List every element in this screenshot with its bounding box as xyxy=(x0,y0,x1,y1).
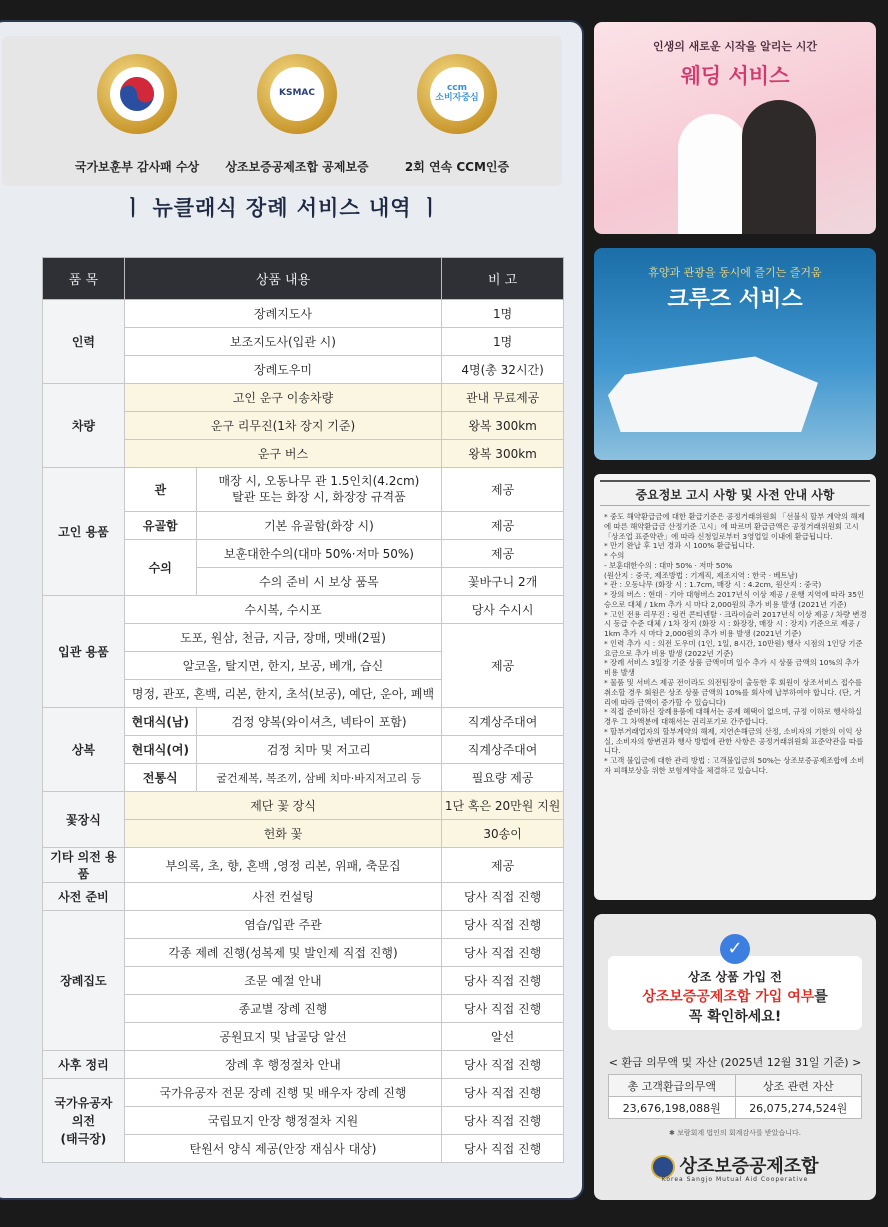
notice-item: * 만기 완납 후 1년 경과 시 100% 환급됩니다. xyxy=(604,541,755,551)
cooperative-name: 상조보증공제조합 xyxy=(679,1156,819,1177)
notice-item: * 수의 xyxy=(604,551,625,561)
notice-item: * 장의 버스 : 현대 · 기아 대형버스 2017년식 이상 제공 / 운행 지역에 따라 35인승으로 대체 / 1km 추가 시 마다 2,000원의 추가 비용 발생 (2021년 기준) xyxy=(604,590,865,609)
note-cell: 1명 xyxy=(442,328,564,356)
content-cell: 굴건제복, 복조끼, 삼베 치마·바지저고리 등 xyxy=(196,764,441,792)
taegeuk-emblem-icon xyxy=(110,67,164,121)
category-cell: 입관 용품 xyxy=(43,596,125,708)
service-panel xyxy=(0,20,584,1200)
content-cell: 매장 시, 오동나무 관 1.5인치(4.2cm) 탈관 또는 화장 시, 화장장 규격품 xyxy=(196,468,441,512)
cooperative-check-box xyxy=(594,914,876,1200)
badge-caption: 2회 연속 CCM인증 xyxy=(404,160,510,174)
notice-item: (원산지 : 중국, 제조방법 : 기계직, 제조지역 : 한국 · 베트남) xyxy=(604,570,798,580)
banner-title: 웨딩 서비스 xyxy=(680,64,790,88)
content-cell: 검정 양복(와이셔츠, 넥타이 포함) xyxy=(196,708,441,736)
confirm-suffix: 를 xyxy=(814,989,828,1005)
assets-table xyxy=(608,1074,862,1119)
category-cell: 사전 준비 xyxy=(43,883,125,911)
notice-item: * 관 : 오동나무 (화장 시 : 1.7cm, 매장 시 : 4.2cm, 원산지 : 중국) xyxy=(604,580,822,590)
note-cell: 당사 직접 진행 xyxy=(442,911,564,939)
assets-header: 상조 관련 자산 xyxy=(735,1075,862,1097)
audit-note: ✱ 보람회계 법인의 회계감사를 받았습니다. xyxy=(669,1129,801,1137)
ccm-logo: ccm 소비자중심 xyxy=(430,67,484,121)
content-cell: 검정 치마 및 저고리 xyxy=(196,736,441,764)
service-table xyxy=(42,257,564,1163)
content-cell: 운구 리무진(1차 장지 기준) xyxy=(124,412,441,440)
category-cell: 기타 의전 용품 xyxy=(43,848,125,883)
content-cell: 종교별 장례 진행 xyxy=(124,995,441,1023)
ccm-badge xyxy=(417,54,497,134)
content-cell: 고인 운구 이송차량 xyxy=(124,384,441,412)
note-cell: 관내 무료제공 xyxy=(442,384,564,412)
note-cell: 당사 직접 진행 xyxy=(442,995,564,1023)
content-cell: 국립묘지 안장 행정절차 지원 xyxy=(124,1107,441,1135)
confirm-line xyxy=(594,986,876,1006)
cooperative-logo xyxy=(594,1152,876,1179)
subcategory-cell: 현대식(여) xyxy=(124,736,196,764)
note-cell: 제공 xyxy=(442,468,564,512)
note-cell: 필요량 제공 xyxy=(442,764,564,792)
category-cell: 꽃장식 xyxy=(43,792,125,848)
note-cell: 당사 직접 진행 xyxy=(442,1079,564,1107)
content-cell: 장례지도사 xyxy=(124,300,441,328)
note-cell: 제공 xyxy=(442,512,564,540)
category-cell: 상복 xyxy=(43,708,125,792)
subcategory-cell: 전통식 xyxy=(124,764,196,792)
cruise-service-banner[interactable] xyxy=(594,248,876,460)
notice-item: * 장례 서비스 3일장 기준 상품 금액이며 일수 추가 시 상품 금액의 10%의 추가 비용 발생 xyxy=(604,658,860,678)
subcategory-cell: 수의 xyxy=(124,540,196,596)
section-title: ㅣ 뉴클래식 장례 서비스 내역 ㅣ xyxy=(122,196,442,220)
banner-title: 크루즈 서비스 xyxy=(667,287,803,312)
note-cell: 직계상주대여 xyxy=(442,736,564,764)
content-cell: 각종 제례 진행(성복제 및 발인제 직접 진행) xyxy=(124,939,441,967)
veterans-award-badge xyxy=(97,54,177,134)
note-cell: 1단 혹은 20만원 지원 xyxy=(442,792,564,820)
banner-subtitle: 인생의 새로운 시작을 알리는 시간 xyxy=(652,40,818,53)
note-cell: 제공 xyxy=(442,848,564,883)
notice-item: * 직접 준비하신 장례용품에 대해서는 공제 혜택이 없으며, 규정 이하로 행사하실 경우 그 차액분에 대해서는 권리포기로 간주합니다. xyxy=(604,707,862,727)
notice-item: - 보훈대한수의 : 대마 50% · 저마 50% xyxy=(604,560,733,570)
note-cell: 꽃바구니 2개 xyxy=(442,568,564,596)
note-cell: 당사 직접 진행 xyxy=(442,883,564,911)
col-header: 상품 내용 xyxy=(124,258,441,300)
note-cell: 30송이 xyxy=(442,820,564,848)
notice-item: * 중도 해약환급금에 대한 환급기준은 공정거래위원회 「선불식 할부 계약의 해제에 따른 해약환급금 산정기준 고시」에 따르며 환급금액은 공정거래위원회 고시 「상조업 표준약관」에 따라 신청일로부터 3영업일 이내에 환급됩니다. xyxy=(604,512,865,541)
content-cell: 사전 컨설팅 xyxy=(124,883,441,911)
notice-item: * 할부거래업자의 할부계약의 해제, 지연손해금의 산정, 소비자의 기한의 이익 상실, 소비자의 항변권과 행사 방법에 관한 사항은 공정거래위원회 표준약관을 따릅니다. xyxy=(604,726,864,756)
note-cell: 4명(총 32시간) xyxy=(442,356,564,384)
badge-caption: 국가보훈부 감사패 수상 xyxy=(74,160,200,174)
note-cell: 당사 직접 진행 xyxy=(442,967,564,995)
content-cell: 수시복, 수시포 xyxy=(124,596,441,624)
subcategory-cell: 유골함 xyxy=(124,512,196,540)
note-cell: 1명 xyxy=(442,300,564,328)
category-cell: 사후 정리 xyxy=(43,1051,125,1079)
category-cell: 고인 용품 xyxy=(43,468,125,596)
top-bar xyxy=(0,0,888,14)
notice-item: * 물품 및 서비스 제공 전이라도 의전팀장이 출동한 후 회원이 상조서비스 접수를 취소할 경우 회원은 상조 상품 금액의 10%를 회사에 납부하여야 합니다. (단, 거리에 따라 금액이 증가할 수 있습니다) xyxy=(604,678,862,707)
content-cell: 보조지도사(입관 시) xyxy=(124,328,441,356)
wedding-service-banner[interactable] xyxy=(594,22,876,234)
content-cell: 제단 꽃 장식 xyxy=(124,792,441,820)
banner-subtitle: 휴양과 관광을 동시에 즐기는 즐거움 xyxy=(648,266,822,279)
content-cell: 보훈대한수의(대마 50%·저마 50%) xyxy=(196,540,441,568)
note-cell: 직계상주대여 xyxy=(442,708,564,736)
notice-title: 중요정보 고시 사항 및 사전 안내 사항 xyxy=(600,480,870,506)
note-cell: 당사 직접 진행 xyxy=(442,1051,564,1079)
content-cell: 명정, 관포, 혼백, 리본, 한지, 초석(보공), 예단, 운아, 폐백 xyxy=(124,680,441,708)
note-cell: 당사 직접 진행 xyxy=(442,939,564,967)
badge-caption: 상조보증공제조합 공제보증 xyxy=(225,160,369,174)
ksmac-logo: KSMAC xyxy=(270,67,324,121)
cruise-ship-photo xyxy=(608,350,818,432)
assets-value: 23,676,198,088원 xyxy=(609,1097,736,1119)
assets-title: < 환급 의무액 및 자산 (2025년 12월 31일 기준) > xyxy=(608,1056,862,1069)
content-cell: 염습/입관 주관 xyxy=(124,911,441,939)
note-cell: 알선 xyxy=(442,1023,564,1051)
category-cell: 인력 xyxy=(43,300,125,384)
note-cell: 제공 xyxy=(442,540,564,568)
content-cell: 조문 예절 안내 xyxy=(124,967,441,995)
assets-header: 총 고객환급의무액 xyxy=(609,1075,736,1097)
award-badges xyxy=(2,36,562,186)
ksmac-badge xyxy=(257,54,337,134)
col-header: 비 고 xyxy=(442,258,564,300)
content-cell: 장례도우미 xyxy=(124,356,441,384)
note-cell: 왕복 300km xyxy=(442,412,564,440)
content-cell: 공원묘지 및 납골당 알선 xyxy=(124,1023,441,1051)
content-cell: 헌화 꽃 xyxy=(124,820,441,848)
content-cell: 부의록, 초, 향, 혼백 ,영정 리본, 위패, 축문집 xyxy=(124,848,441,883)
notice-body xyxy=(594,506,876,776)
content-cell: 수의 준비 시 보상 품목 xyxy=(196,568,441,596)
confirm-line: 상조 상품 가입 전 xyxy=(688,970,782,984)
col-header: 품 목 xyxy=(43,258,125,300)
bride-photo xyxy=(678,114,748,234)
content-cell: 기본 유골함(화장 시) xyxy=(196,512,441,540)
subcategory-cell: 현대식(남) xyxy=(124,708,196,736)
notice-item: * 인력 추가 시 : 의전 도우미 (1인, 1일, 8시간, 10만원) 행사 시점의 1인당 기준 요금으로 추가 비용 발생 (2022년 기준) xyxy=(604,638,863,658)
note-cell: 당사 직접 진행 xyxy=(442,1135,564,1163)
category-cell: 국가유공자 의전 (태극장) xyxy=(43,1079,125,1163)
category-cell: 장례집도 xyxy=(43,911,125,1051)
important-notice xyxy=(594,474,876,900)
note-cell: 제공 xyxy=(442,624,564,708)
content-cell: 탄원서 양식 제공(안장 재심사 대상) xyxy=(124,1135,441,1163)
confirm-line: 꼭 확인하세요! xyxy=(688,1009,782,1025)
bottom-bar xyxy=(0,1206,888,1227)
groom-photo xyxy=(742,100,816,234)
assets-value: 26,075,274,524원 xyxy=(735,1097,862,1119)
content-cell: 국가유공자 전문 장례 진행 및 배우자 장례 진행 xyxy=(124,1079,441,1107)
confirm-highlight: 상조보증공제조합 가입 여부 xyxy=(642,989,815,1005)
check-icon: ✓ xyxy=(720,934,750,964)
note-cell: 왕복 300km xyxy=(442,440,564,468)
note-cell: 당사 직접 진행 xyxy=(442,1107,564,1135)
subcategory-cell: 관 xyxy=(124,468,196,512)
content-cell: 장례 후 행정절차 안내 xyxy=(124,1051,441,1079)
content-cell: 도포, 원삼, 천금, 지금, 장매, 멧배(2필) xyxy=(124,624,441,652)
content-cell: 알코올, 탈지면, 한지, 보공, 베개, 습신 xyxy=(124,652,441,680)
category-cell: 차량 xyxy=(43,384,125,468)
notice-item: * 고객 불입금에 대한 관리 방법 : 고객불입금의 50%는 상조보증공제조합에 소비자 피해보상을 위한 보험계약을 체결하고 있습니다. xyxy=(604,756,865,775)
content-cell: 운구 버스 xyxy=(124,440,441,468)
notice-item: * 고인 전용 리무진 : 링컨 콘티넨탈 · 크라이슬러 2017년식 이상 제공 / 차량 변경 시 동급 수준 대체 / 1차 장지 (화장 시 : 화장장, 매장 시 : 장지) 기준으로 제공 / 1km 추가 시 마다 2,000원의 추가 비용 발생 (2021년 기준) xyxy=(604,609,867,639)
note-cell: 당사 수시시 xyxy=(442,596,564,624)
cooperative-english-name: Korea Sangjo Mutual Aid Cooperative xyxy=(661,1176,809,1183)
